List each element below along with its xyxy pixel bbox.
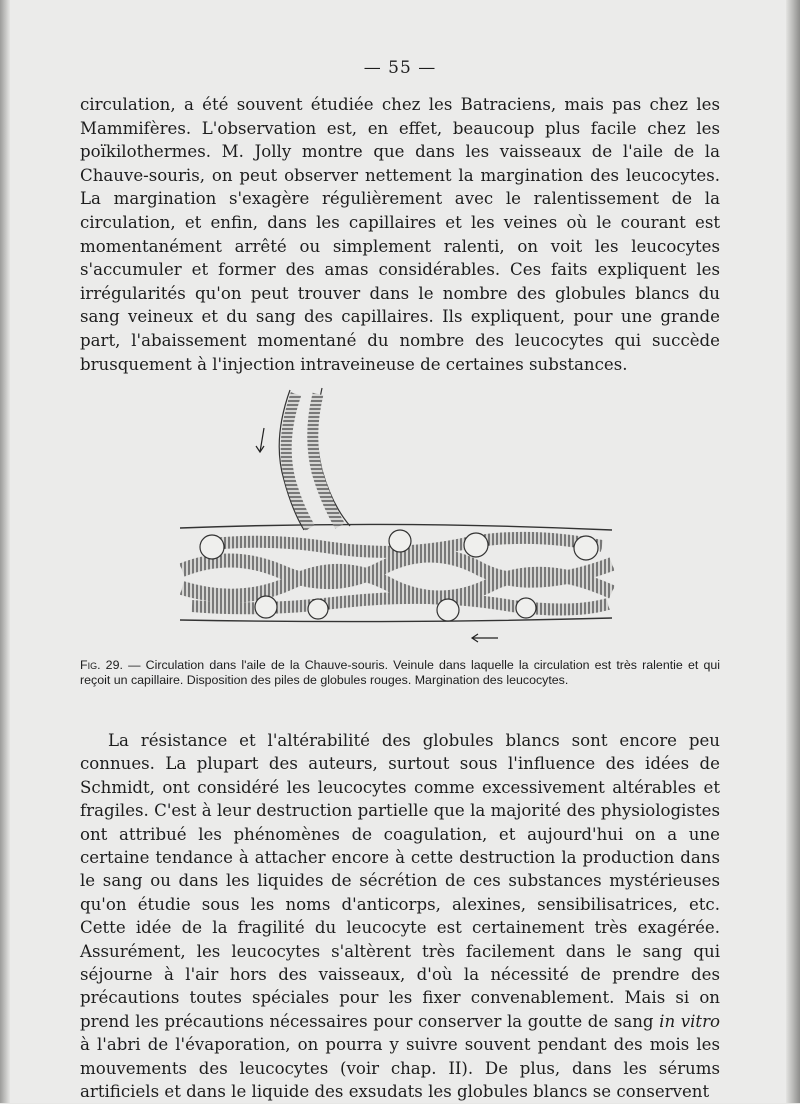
- figure-caption-text: Circulation dans l'aile de la Chauve-souris. Veinule dans laquelle la circulation est très ralentie et qui reçoit un capillaire. Disposition des piles de globules rouges. Margination des leucocytes.: [80, 658, 720, 687]
- page-gutter-shadow: [0, 0, 10, 1103]
- paragraph-leucocyte-resistance: [80, 729, 720, 1104]
- figure-caption: [80, 658, 720, 687]
- paragraph-2-italic: in vitro: [659, 1011, 720, 1031]
- paragraph-circulation: circulation, a été souvent étudiée chez les Batraciens, mais pas chez les Mammifères. L'observation est, en effet, beaucoup plus facile chez les poïkilothermes. M. Jolly montre que dans les vaisseaux de l'aile de la Chauve-souris, on peut observer nettement la margination des leucocytes. La margination s'exagère régulièrement avec le ralentissement de la circulation, et enfin, dans les capillaires et les veines où le courant est momentanément arrêté ou simplement ralenti, on voit les leucocytes s'accumuler et former des amas considérables. Ces faits expliquent les irrégularités qu'on peut trouver dans le nombre des globules blancs du sang veineux et du sang des capillaires. Ils expliquent, pour une grande part, l'abaissement momentané du nombre des leucocytes qui succède brusquement à l'injection intraveineuse de certaines substances.: [80, 95, 720, 374]
- figure-29-illustration: [172, 380, 624, 650]
- page-edge-shadow: [786, 0, 800, 1103]
- figure-label: Fig. 29. —: [80, 658, 141, 672]
- page-number: — 55 —: [363, 58, 437, 78]
- paragraph-2-text-b: à l'abri de l'évaporation, on pourra y suivre souvent pendant des mois les mouvements des leucocytes (voir chap. II). De plus, dans les sérums artificiels et dans le liquide des exsudats les globules blancs se conservent: [80, 1035, 720, 1102]
- paragraph-2-text-a: La résistance et l'altérabilité des globules blancs sont encore peu connues. La plupart des auteurs, surtout sous l'influence des idées de Schmidt, ont considéré les leucocytes comme excessivement altérables et fragiles. C'est à leur destruction partielle que la majorité des physiologistes ont attribué les phénomènes de coagulation, et aujourd'hui on a une certaine tendance à attacher encore à cette destruction la production dans le sang ou dans les liquides de sécrétion de ces substances mystérieuses qu'on étudie sous les noms d'anticorps, alexines, sensibilisatrices, etc. Cette idée de la fragilité du leucocyte est certainement très exagérée. Assurément, les leucocytes s'altèrent très facilement dans le sang qui séjourne à l'air hors des vaisseaux, d'où la nécessité de prendre des précautions toutes spéciales pour les fixer convenablement. Mais si on prend les précautions nécessaires pour conserver la goutte de sang: [80, 731, 720, 1031]
